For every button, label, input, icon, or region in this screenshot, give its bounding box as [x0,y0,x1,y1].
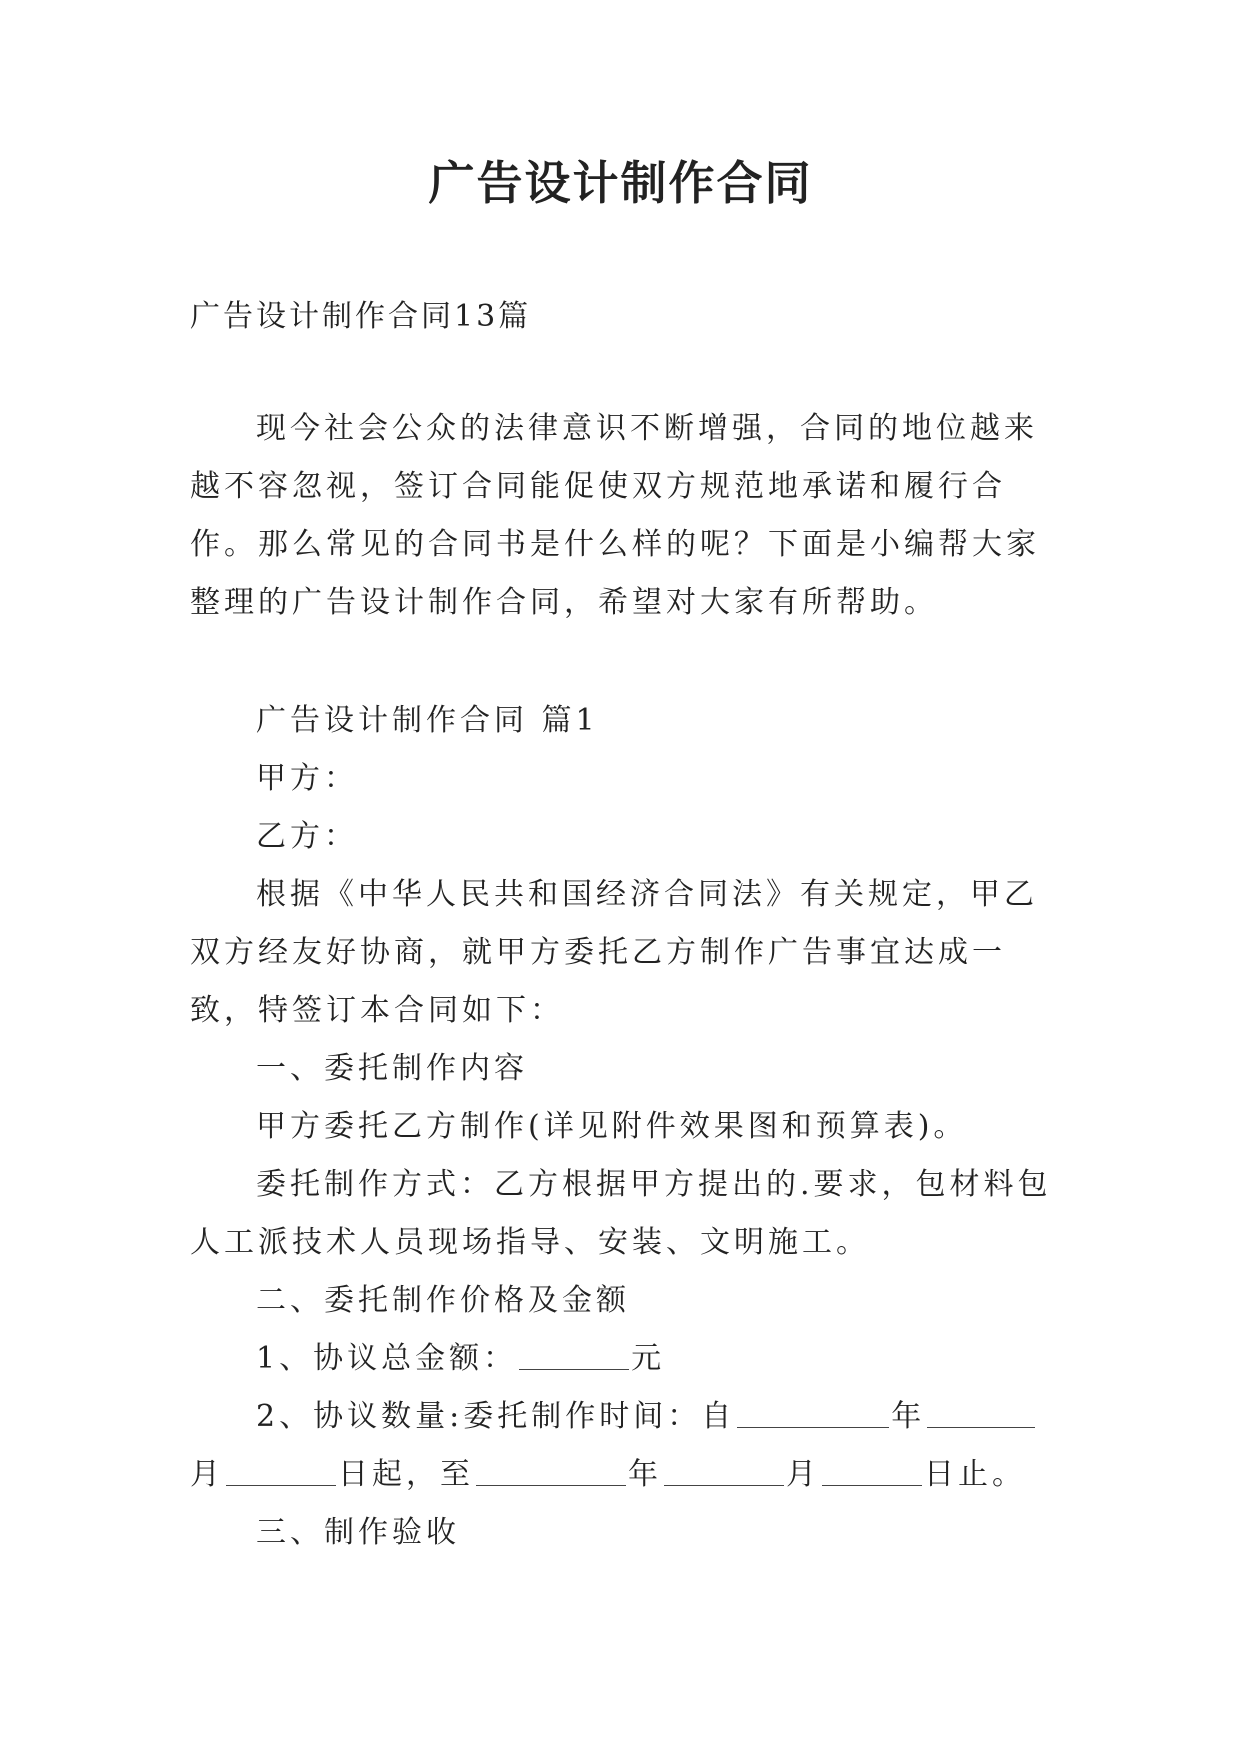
item2-label: 2、协议数量:委托制作时间：自 [256,1399,736,1434]
item2-day-to: 日止。 [924,1457,1026,1492]
start-month-blank [927,1397,1035,1428]
item2-year2: 年 [628,1457,662,1492]
clause1-heading: 一、委托制作内容 [256,1051,528,1086]
item2-year: 年 [891,1399,926,1434]
end-year-blank [476,1455,626,1486]
item2-month: 月 [190,1457,224,1492]
clause1-text: 甲方委托乙方制作(详见附件效果图和预算表)。 [256,1109,968,1144]
clause2-heading: 二、委托制作价格及金额 [256,1283,630,1318]
item1-line [190,1330,1055,1388]
document-title: 广告设计制作合同 [428,156,813,210]
contract-content [190,692,1055,1562]
party-b-line: 乙方： [256,819,358,854]
item1-unit: 元 [631,1341,666,1376]
item2-line [190,1388,1055,1504]
clause1-method: 委托制作方式：乙方根据甲方提出的.要求，包材料包人工派技术人员现场指导、安装、文明施工。 [190,1167,1052,1260]
basis-paragraph: 根据《中华人民共和国经济合同法》有关规定，甲乙双方经友好协商，就甲方委托乙方制作广告事宜达成一致，特签订本合同如下： [190,877,1038,1028]
section-heading: 广告设计制作合同 篇1 [256,703,599,738]
item1-label: 1、协议总金额： [256,1341,518,1376]
start-year-blank [737,1397,889,1428]
item2-month2: 月 [786,1457,820,1492]
document-subtitle: 广告设计制作合同13篇 [190,299,532,334]
amount-blank [519,1339,629,1370]
end-day-blank [822,1455,922,1486]
intro-paragraph: 现今社会公众的法律意识不断增强，合同的地位越来越不容忽视，签订合同能促使双方规范地承诺和履行合作。那么常见的合同书是什么样的呢？下面是小编帮大家整理的广告设计制作合同，希望对大家有所帮助。 [190,411,1040,620]
item2-day-from: 日起，至 [338,1457,474,1492]
party-a-line: 甲方： [256,761,358,796]
clause3-heading: 三、制作验收 [256,1515,460,1550]
end-month-blank [664,1455,784,1486]
start-day-blank [226,1455,336,1486]
